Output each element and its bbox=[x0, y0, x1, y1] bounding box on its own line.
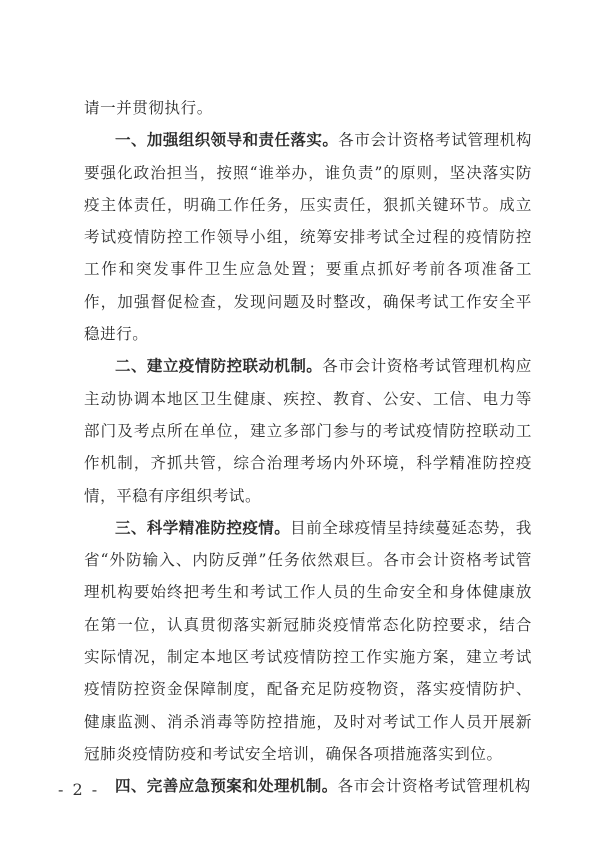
paragraph-text: 各市会计资格考试管理机构应主动协调本地区卫生健康、疾控、教育、公安、工信、电力等部门及考点所在单位，建立多部门参与的考试疫情防控联动工作机制，齐抓共管，综合治理考场内外环境，科学精准防控疫情，平稳有序组织考试。 bbox=[84, 357, 532, 505]
paragraph-closing-line bbox=[84, 92, 532, 124]
page-number: - 2 - bbox=[58, 780, 100, 799]
paragraph-section-2 bbox=[84, 350, 532, 511]
section-heading: 三、科学精准防控疫情。 bbox=[115, 518, 291, 537]
paragraph-section-3 bbox=[84, 512, 532, 770]
paragraph-section-4 bbox=[84, 770, 532, 802]
paragraph-text: 请一并贯彻执行。 bbox=[84, 99, 213, 117]
document-body bbox=[84, 92, 532, 803]
section-heading: 四、完善应急预案和处理机制。 bbox=[115, 777, 338, 796]
paragraph-text: 各市会计资格考试管理机构要强化政治担当，按照“谁举办，谁负责”的原则，坚决落实防疫主体责任，明确工作任务，压实责任，狠抓关键环节。成立考试疫情防控工作领导小组，统筹安排考试全过程的疫情防控工作和突发事件卫生应急处置；要重点抓好考前各项准备工作，加强督促检查，发现问题及时整改，确保考试工作安全平稳进行。 bbox=[84, 131, 533, 344]
section-heading: 二、建立疫情防控联动机制。 bbox=[115, 357, 323, 376]
paragraph-text: 目前全球疫情呈持续蔓延态势，我省“外防输入、内防反弹”任务依然艰巨。各市会计资格考试管理机构要始终把考生和考试工作人员的生命安全和身体健康放在第一位，认真贯彻落实新冠肺炎疫情常态化防控要求，结合实际情况，制定本地区考试疫情防控工作实施方案，建立考试疫情防控资金保障制度，配备充足防疫物资，落实疫情防护、健康监测、消杀消毒等防控措施，及时对考试工作人员开展新冠肺炎疫情防疫和考试安全培训，确保各项措施落实到位。 bbox=[84, 518, 532, 763]
paragraph-text: 各市会计资格考试管理机构 bbox=[337, 777, 531, 796]
paragraph-section-1 bbox=[84, 124, 532, 350]
section-heading: 一、加强组织领导和责任落实。 bbox=[115, 131, 339, 150]
